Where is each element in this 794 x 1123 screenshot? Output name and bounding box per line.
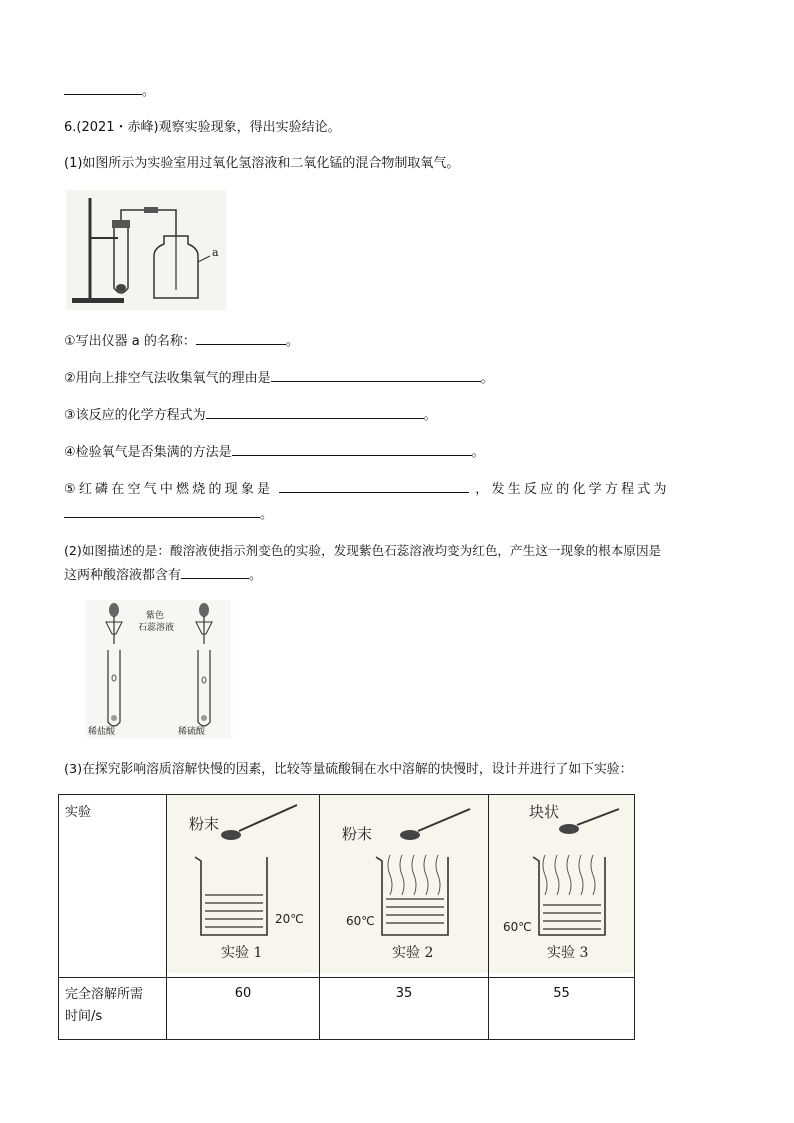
exp1-name: 实验 1	[221, 945, 263, 961]
period: 。	[480, 371, 494, 386]
item-1	[64, 330, 299, 352]
period: 。	[142, 84, 156, 99]
question-6-title: 6.(2021・赤峰)观察实验现象，得出实验结论。	[64, 120, 341, 135]
period: 。	[249, 568, 263, 583]
row-header-experiment: 实验	[59, 795, 167, 978]
oxygen-apparatus-figure	[66, 190, 226, 310]
part-2-line-1: (2)如图描述的是：酸溶液使指示剂变色的实验，发现紫色石蕊溶液均变为红色，产生这一现象的根本原因是	[64, 543, 662, 558]
right-dropper-bulb	[199, 603, 209, 617]
h2so4-label: 稀硫酸	[178, 727, 206, 737]
answer-blank-1[interactable]	[196, 330, 286, 345]
period: 。	[260, 507, 274, 522]
exp2-temp: 60℃	[346, 914, 375, 928]
spoon-icon	[559, 824, 579, 834]
table-row	[59, 795, 635, 978]
part-2-text: 这两种酸溶液都含有	[64, 568, 182, 583]
row-header-time	[59, 978, 167, 1040]
item-1-text: ①写出仪器 a 的名称：	[64, 334, 196, 349]
exp3-solid-label: 块状	[529, 803, 560, 821]
answer-blank	[64, 80, 142, 95]
exp1-temp: 20℃	[275, 912, 304, 926]
period: 。	[285, 334, 299, 349]
item-5-text: ⑤红磷在空气中燃烧的现象是	[64, 482, 274, 497]
rubber-connector	[144, 207, 158, 213]
litmus-label-1: 紫色	[146, 611, 165, 621]
item-5-cont	[64, 503, 273, 525]
experiment-2-figure	[320, 795, 488, 973]
experiment-3-cell	[489, 795, 635, 978]
exp2-solid-label: 粉末	[342, 825, 373, 843]
item-2	[64, 367, 494, 389]
time-header-line-1: 完全溶解所需	[65, 987, 144, 1002]
item-5	[64, 478, 670, 500]
experiment-1-figure	[167, 795, 319, 973]
answer-blank-6[interactable]	[181, 564, 249, 579]
item-3	[64, 404, 437, 426]
exp3-temp: 60℃	[503, 920, 532, 934]
stopper	[112, 220, 130, 228]
item-5-mid-text: ，发生反应的化学方程式为	[475, 482, 670, 497]
answer-blank-5a[interactable]	[279, 478, 469, 493]
spoon-icon	[221, 830, 241, 840]
stand-base	[72, 298, 124, 303]
prev-answer-line	[64, 80, 155, 102]
answer-blank-3[interactable]	[206, 404, 424, 419]
experiment-1-cell	[167, 795, 320, 978]
left-dropper-bulb	[109, 603, 119, 617]
item-3-text: ③该反应的化学方程式为	[64, 408, 206, 423]
table-row	[59, 978, 635, 1040]
litmus-label-2: 石蕊溶液	[138, 623, 175, 633]
answer-blank-5b[interactable]	[64, 503, 260, 518]
part-1-text: (1)如图所示为实验室用过氧化氢溶液和二氧化锰的混合物制取氧气。	[64, 156, 460, 171]
exp1-time: 60	[167, 978, 320, 1040]
reactant	[116, 284, 126, 292]
time-header-line-2: 时间/s	[65, 1009, 103, 1024]
exp2-name: 实验 2	[392, 945, 434, 961]
period: 。	[423, 408, 437, 423]
item-2-text: ②用向上排空气法收集氧气的理由是	[64, 371, 271, 386]
label-a: a	[212, 246, 219, 259]
exp3-name: 实验 3	[547, 945, 589, 961]
experiment-3-figure	[489, 795, 634, 973]
exp2-time: 35	[320, 978, 489, 1040]
exp3-time: 55	[489, 978, 635, 1040]
spoon-icon	[400, 830, 420, 840]
answer-blank-2[interactable]	[271, 367, 481, 382]
litmus-figure	[86, 600, 231, 738]
experiment-table	[58, 794, 635, 1040]
item-4	[64, 441, 485, 463]
item-4-text: ④检验氧气是否集满的方法是	[64, 445, 232, 460]
exp1-solid-label: 粉末	[189, 815, 220, 833]
period: 。	[471, 445, 485, 460]
part-2-line-2	[64, 564, 262, 586]
hcl-label: 稀盐酸	[88, 727, 116, 737]
experiment-2-cell	[320, 795, 489, 978]
answer-blank-4[interactable]	[232, 441, 472, 456]
part-3-text: (3)在探究影响溶质溶解快慢的因素，比较等量硫酸铜在水中溶解的快慢时，设计并进行了如下实验：	[64, 762, 633, 777]
